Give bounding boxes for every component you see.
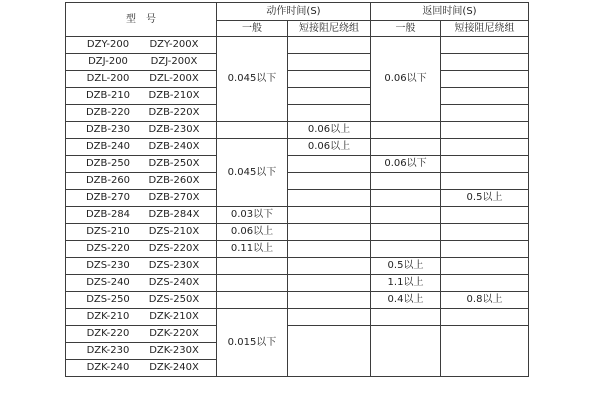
value-cell-act_damp bbox=[288, 207, 371, 224]
model-variant-label: DZB-210X bbox=[148, 90, 200, 101]
model-pair bbox=[66, 108, 216, 118]
model-pair bbox=[66, 91, 216, 101]
model-cell bbox=[66, 173, 217, 190]
model-label: DZB-270 bbox=[85, 192, 131, 203]
model-label: DZL-200 bbox=[86, 73, 130, 84]
table-row bbox=[66, 190, 529, 207]
value-cell-act_gen: 0.06以上 bbox=[217, 224, 288, 241]
spec-table bbox=[65, 2, 529, 377]
header-return-general: 一般 bbox=[371, 21, 441, 37]
model-pair bbox=[66, 346, 216, 356]
header-return-time: 返回时间(S) bbox=[371, 3, 529, 21]
value-cell-ret_gen: 0.06以下 bbox=[371, 37, 441, 122]
model-label: DZB-260 bbox=[85, 175, 131, 186]
table-row bbox=[66, 326, 529, 343]
value-cell-act_gen bbox=[217, 292, 288, 309]
value-cell-act_gen bbox=[217, 258, 288, 275]
model-cell bbox=[66, 241, 217, 258]
table-row bbox=[66, 241, 529, 258]
model-variant-label: DZK-210X bbox=[149, 311, 199, 322]
model-variant-label: DZL-200X bbox=[149, 73, 199, 84]
spec-table-container bbox=[65, 2, 529, 377]
value-cell-ret_gen bbox=[371, 207, 441, 224]
model-label: DZS-210 bbox=[86, 226, 130, 237]
value-cell-ret_gen bbox=[371, 190, 441, 207]
table-row bbox=[66, 122, 529, 139]
value-cell-act_damp bbox=[288, 71, 371, 88]
model-label: DZK-210 bbox=[86, 311, 130, 322]
table-row bbox=[66, 156, 529, 173]
value-cell-ret_damp: 0.8以上 bbox=[441, 292, 529, 309]
value-cell-ret_damp bbox=[441, 241, 529, 258]
model-variant-label: DZS-230X bbox=[148, 260, 200, 271]
value-cell-ret_damp bbox=[441, 258, 529, 275]
value-cell-ret_damp bbox=[441, 37, 529, 54]
value-cell-act_gen: 0.11以上 bbox=[217, 241, 288, 258]
value-cell-act_damp bbox=[288, 326, 371, 377]
model-variant-label: DZB-240X bbox=[148, 141, 200, 152]
model-variant-label: DZB-250X bbox=[148, 158, 200, 169]
model-label: DZB-250 bbox=[85, 158, 131, 169]
model-cell bbox=[66, 275, 217, 292]
table-row bbox=[66, 207, 529, 224]
value-cell-ret_gen: 0.5以上 bbox=[371, 258, 441, 275]
model-label: DZJ-200 bbox=[88, 56, 128, 67]
value-cell-ret_gen: 1.1以上 bbox=[371, 275, 441, 292]
value-cell-ret_damp bbox=[441, 309, 529, 326]
model-pair bbox=[66, 176, 216, 186]
model-cell bbox=[66, 292, 217, 309]
model-label: DZB-210 bbox=[85, 90, 131, 101]
value-cell-ret_gen bbox=[371, 139, 441, 156]
model-pair bbox=[66, 210, 216, 220]
value-cell-act_damp bbox=[288, 258, 371, 275]
model-pair bbox=[66, 57, 216, 67]
header-row-groups bbox=[66, 3, 529, 21]
model-variant-label: DZB-230X bbox=[148, 124, 200, 135]
value-cell-ret_damp bbox=[441, 275, 529, 292]
table-row bbox=[66, 173, 529, 190]
value-cell-ret_damp bbox=[441, 88, 529, 105]
model-variant-label: DZB-220X bbox=[148, 107, 200, 118]
model-pair bbox=[66, 193, 216, 203]
value-cell-ret_damp bbox=[441, 54, 529, 71]
model-pair bbox=[66, 329, 216, 339]
value-cell-ret_damp bbox=[441, 139, 529, 156]
model-variant-label: DZS-250X bbox=[148, 294, 200, 305]
model-pair bbox=[66, 227, 216, 237]
model-cell bbox=[66, 360, 217, 377]
model-cell bbox=[66, 343, 217, 360]
model-label: DZS-240 bbox=[86, 277, 130, 288]
model-label: DZK-230 bbox=[86, 345, 130, 356]
model-variant-label: DZB-260X bbox=[148, 175, 200, 186]
value-cell-act_gen bbox=[217, 275, 288, 292]
model-variant-label: DZB-270X bbox=[148, 192, 200, 203]
model-cell bbox=[66, 156, 217, 173]
value-cell-ret_damp bbox=[441, 207, 529, 224]
model-pair bbox=[66, 74, 216, 84]
model-pair bbox=[66, 363, 216, 373]
value-cell-ret_damp bbox=[441, 224, 529, 241]
model-variant-label: DZS-220X bbox=[148, 243, 200, 254]
model-pair bbox=[66, 261, 216, 271]
model-cell bbox=[66, 309, 217, 326]
model-label: DZB-220 bbox=[85, 107, 131, 118]
model-variant-label: DZK-220X bbox=[149, 328, 199, 339]
model-variant-label: DZS-210X bbox=[148, 226, 200, 237]
value-cell-act_damp bbox=[288, 275, 371, 292]
model-cell bbox=[66, 207, 217, 224]
table-row bbox=[66, 275, 529, 292]
value-cell-ret_damp bbox=[441, 122, 529, 139]
model-variant-label: DZK-240X bbox=[149, 362, 199, 373]
value-cell-act_gen: 0.015以下 bbox=[217, 309, 288, 377]
model-label: DZB-284 bbox=[85, 209, 131, 220]
model-cell bbox=[66, 71, 217, 88]
model-label: DZK-240 bbox=[86, 362, 130, 373]
value-cell-act_damp bbox=[288, 54, 371, 71]
model-label: DZS-250 bbox=[86, 294, 130, 305]
model-cell bbox=[66, 37, 217, 54]
model-pair bbox=[66, 142, 216, 152]
value-cell-ret_gen: 0.06以下 bbox=[371, 156, 441, 173]
model-label: DZY-200 bbox=[86, 39, 130, 50]
header-action-damping: 短接阻尼绕组 bbox=[288, 21, 371, 37]
table-row bbox=[66, 292, 529, 309]
model-pair bbox=[66, 244, 216, 254]
value-cell-act_damp bbox=[288, 156, 371, 173]
model-pair bbox=[66, 295, 216, 305]
value-cell-ret_damp bbox=[441, 71, 529, 88]
model-cell bbox=[66, 54, 217, 71]
table-row bbox=[66, 139, 529, 156]
model-pair bbox=[66, 312, 216, 322]
model-label: DZK-220 bbox=[86, 328, 130, 339]
value-cell-act_gen: 0.045以下 bbox=[217, 37, 288, 122]
value-cell-ret_gen bbox=[371, 241, 441, 258]
model-cell bbox=[66, 224, 217, 241]
value-cell-ret_gen bbox=[371, 326, 441, 377]
model-variant-label: DZK-230X bbox=[149, 345, 199, 356]
model-variant-label: DZB-284X bbox=[148, 209, 200, 220]
value-cell-act_damp bbox=[288, 190, 371, 207]
value-cell-act_damp bbox=[288, 224, 371, 241]
header-return-damping: 短接阻尼绕组 bbox=[441, 21, 529, 37]
model-variant-label: DZY-200X bbox=[149, 39, 199, 50]
model-cell bbox=[66, 88, 217, 105]
table-row bbox=[66, 88, 529, 105]
table-row bbox=[66, 224, 529, 241]
value-cell-act_damp bbox=[288, 37, 371, 54]
model-pair bbox=[66, 40, 216, 50]
value-cell-act_damp bbox=[288, 292, 371, 309]
value-cell-act_damp bbox=[288, 105, 371, 122]
model-variant-label: DZS-240X bbox=[148, 277, 200, 288]
value-cell-ret_gen bbox=[371, 173, 441, 190]
header-action-general: 一般 bbox=[217, 21, 288, 37]
table-header bbox=[66, 3, 529, 37]
model-cell bbox=[66, 105, 217, 122]
value-cell-ret_gen: 0.4以上 bbox=[371, 292, 441, 309]
model-variant-label: DZJ-200X bbox=[150, 56, 198, 67]
model-label: DZB-240 bbox=[85, 141, 131, 152]
value-cell-ret_damp bbox=[441, 173, 529, 190]
value-cell-ret_damp bbox=[441, 156, 529, 173]
value-cell-act_damp: 0.06以上 bbox=[288, 139, 371, 156]
table-row bbox=[66, 71, 529, 88]
header-model: 型 号 bbox=[66, 3, 217, 37]
model-cell bbox=[66, 258, 217, 275]
value-cell-act_gen: 0.045以下 bbox=[217, 139, 288, 207]
model-label: DZS-220 bbox=[86, 243, 130, 254]
value-cell-ret_damp bbox=[441, 326, 529, 377]
model-cell bbox=[66, 190, 217, 207]
model-pair bbox=[66, 278, 216, 288]
table-row bbox=[66, 54, 529, 71]
value-cell-ret_gen bbox=[371, 309, 441, 326]
table-row bbox=[66, 37, 529, 54]
value-cell-act_damp bbox=[288, 173, 371, 190]
value-cell-ret_damp: 0.5以上 bbox=[441, 190, 529, 207]
value-cell-ret_gen bbox=[371, 122, 441, 139]
value-cell-act_gen bbox=[217, 122, 288, 139]
header-action-time: 动作时间(S) bbox=[217, 3, 371, 21]
model-label: DZS-230 bbox=[86, 260, 130, 271]
model-pair bbox=[66, 159, 216, 169]
model-cell bbox=[66, 326, 217, 343]
model-label: DZB-230 bbox=[85, 124, 131, 135]
value-cell-act_gen: 0.03以下 bbox=[217, 207, 288, 224]
table-row bbox=[66, 309, 529, 326]
model-cell bbox=[66, 139, 217, 156]
value-cell-act_damp: 0.06以上 bbox=[288, 122, 371, 139]
table-body bbox=[66, 37, 529, 377]
value-cell-ret_damp bbox=[441, 105, 529, 122]
value-cell-act_damp bbox=[288, 309, 371, 326]
model-cell bbox=[66, 122, 217, 139]
model-pair bbox=[66, 125, 216, 135]
table-row bbox=[66, 105, 529, 122]
value-cell-ret_gen bbox=[371, 224, 441, 241]
value-cell-act_damp bbox=[288, 241, 371, 258]
table-row bbox=[66, 258, 529, 275]
value-cell-act_damp bbox=[288, 88, 371, 105]
